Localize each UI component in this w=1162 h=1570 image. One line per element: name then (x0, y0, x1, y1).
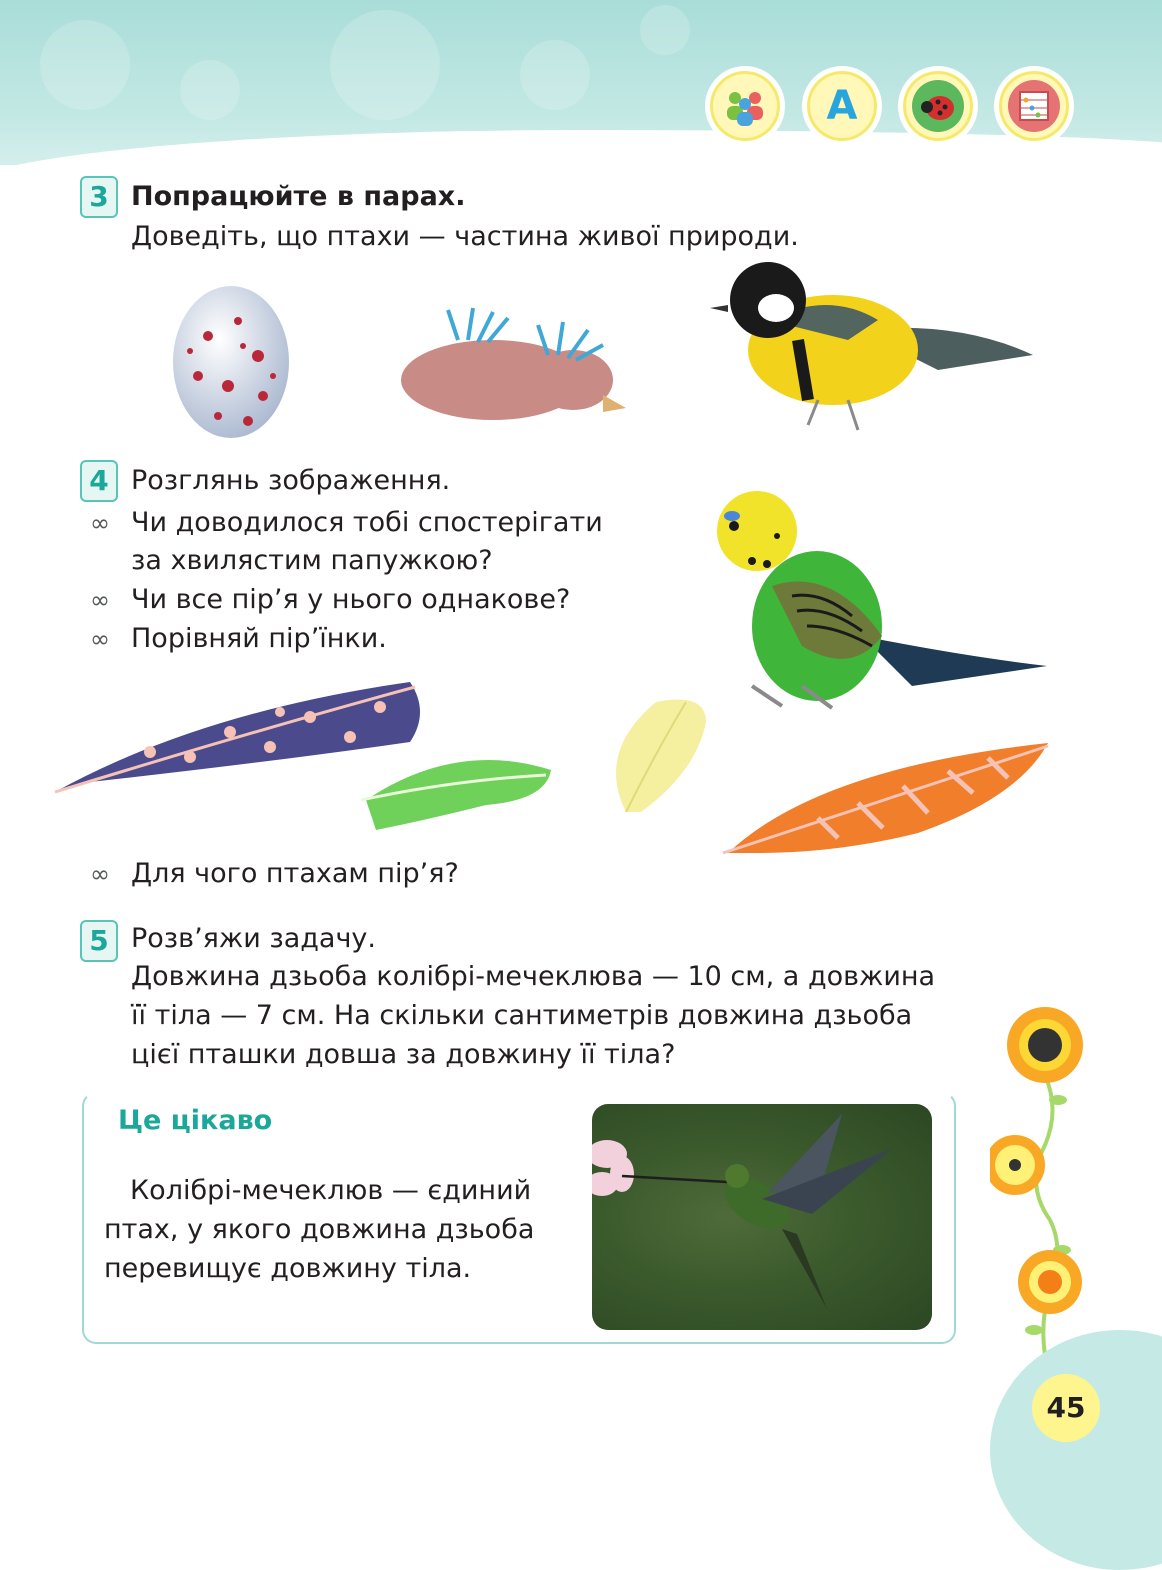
task-5-line-2: її тіла — 7 см. На скільки сантиметрів довжина дзьоба (131, 1000, 913, 1031)
yellow-feather (596, 692, 720, 818)
flowers-decoration (990, 1000, 1100, 1360)
hummingbird-photo (592, 1104, 932, 1330)
task-4-question-1: Чи доводилося тобі спостерігати (131, 507, 603, 538)
math-badge (994, 66, 1074, 146)
task-5-title: Розв’яжи задачу. (131, 923, 376, 954)
page-number: 45 (1032, 1374, 1100, 1442)
decor-bubble (180, 60, 240, 120)
corner-decoration (990, 1330, 1162, 1570)
bullet-symbol: ∞ (90, 509, 110, 537)
task-5-line-3: цієї пташки довша за довжину її тіла? (131, 1039, 676, 1070)
green-feather (356, 730, 556, 840)
task-4-number: 4 (80, 460, 118, 502)
task-4-title: Розглянь зображення. (131, 465, 451, 496)
abacus-icon (1008, 80, 1060, 132)
task-3-number: 3 (80, 176, 118, 218)
nature-badge (898, 66, 978, 146)
pair-work-badge (705, 66, 785, 146)
fun-fact-line-3: перевищує довжину тіла. (104, 1253, 472, 1284)
task-3-text: Доведіть, що птахи — частина живої природи. (131, 221, 799, 252)
task-4-question-3: Порівняй пір’їнки. (131, 623, 387, 654)
chick-illustration (398, 300, 628, 424)
bullet-symbol: ∞ (90, 586, 110, 614)
bullet-symbol: ∞ (90, 860, 110, 888)
letter-badge (802, 66, 882, 146)
orange-feather (718, 738, 1052, 860)
budgerigar-illustration (712, 486, 1052, 722)
task-5-line-1: Довжина дзьоба колібрі-мечеклюва — 10 см, а довжина (131, 961, 936, 992)
bullet-symbol: ∞ (90, 625, 110, 653)
decor-bubble (520, 40, 590, 110)
task-5-number: 5 (80, 920, 118, 962)
decor-bubble (40, 20, 130, 110)
decor-bubble (330, 10, 440, 120)
task-4-question-1-cont: за хвилястим папужкою? (131, 545, 493, 576)
egg-illustration (168, 276, 294, 440)
task-4-question-4: Для чого птахам пір’я? (131, 858, 459, 889)
great-tit-illustration (708, 260, 1038, 435)
fun-fact-line-1: Колібрі-мечеклюв — єдиний (130, 1175, 532, 1206)
task-4-question-2: Чи все пір’я у нього однакове? (131, 584, 571, 615)
letter-a-icon: A (816, 80, 868, 132)
task-3-title: Попрацюйте в парах. (131, 181, 466, 212)
header-curve (0, 130, 1162, 165)
pair-work-icon (719, 80, 771, 132)
fun-fact-line-2: птах, у якого довжина дзьоба (104, 1214, 535, 1245)
decor-bubble (640, 5, 690, 55)
ladybug-icon (912, 80, 964, 132)
page-header-band (0, 0, 1162, 165)
fun-fact-title: Це цікаво (118, 1105, 273, 1136)
